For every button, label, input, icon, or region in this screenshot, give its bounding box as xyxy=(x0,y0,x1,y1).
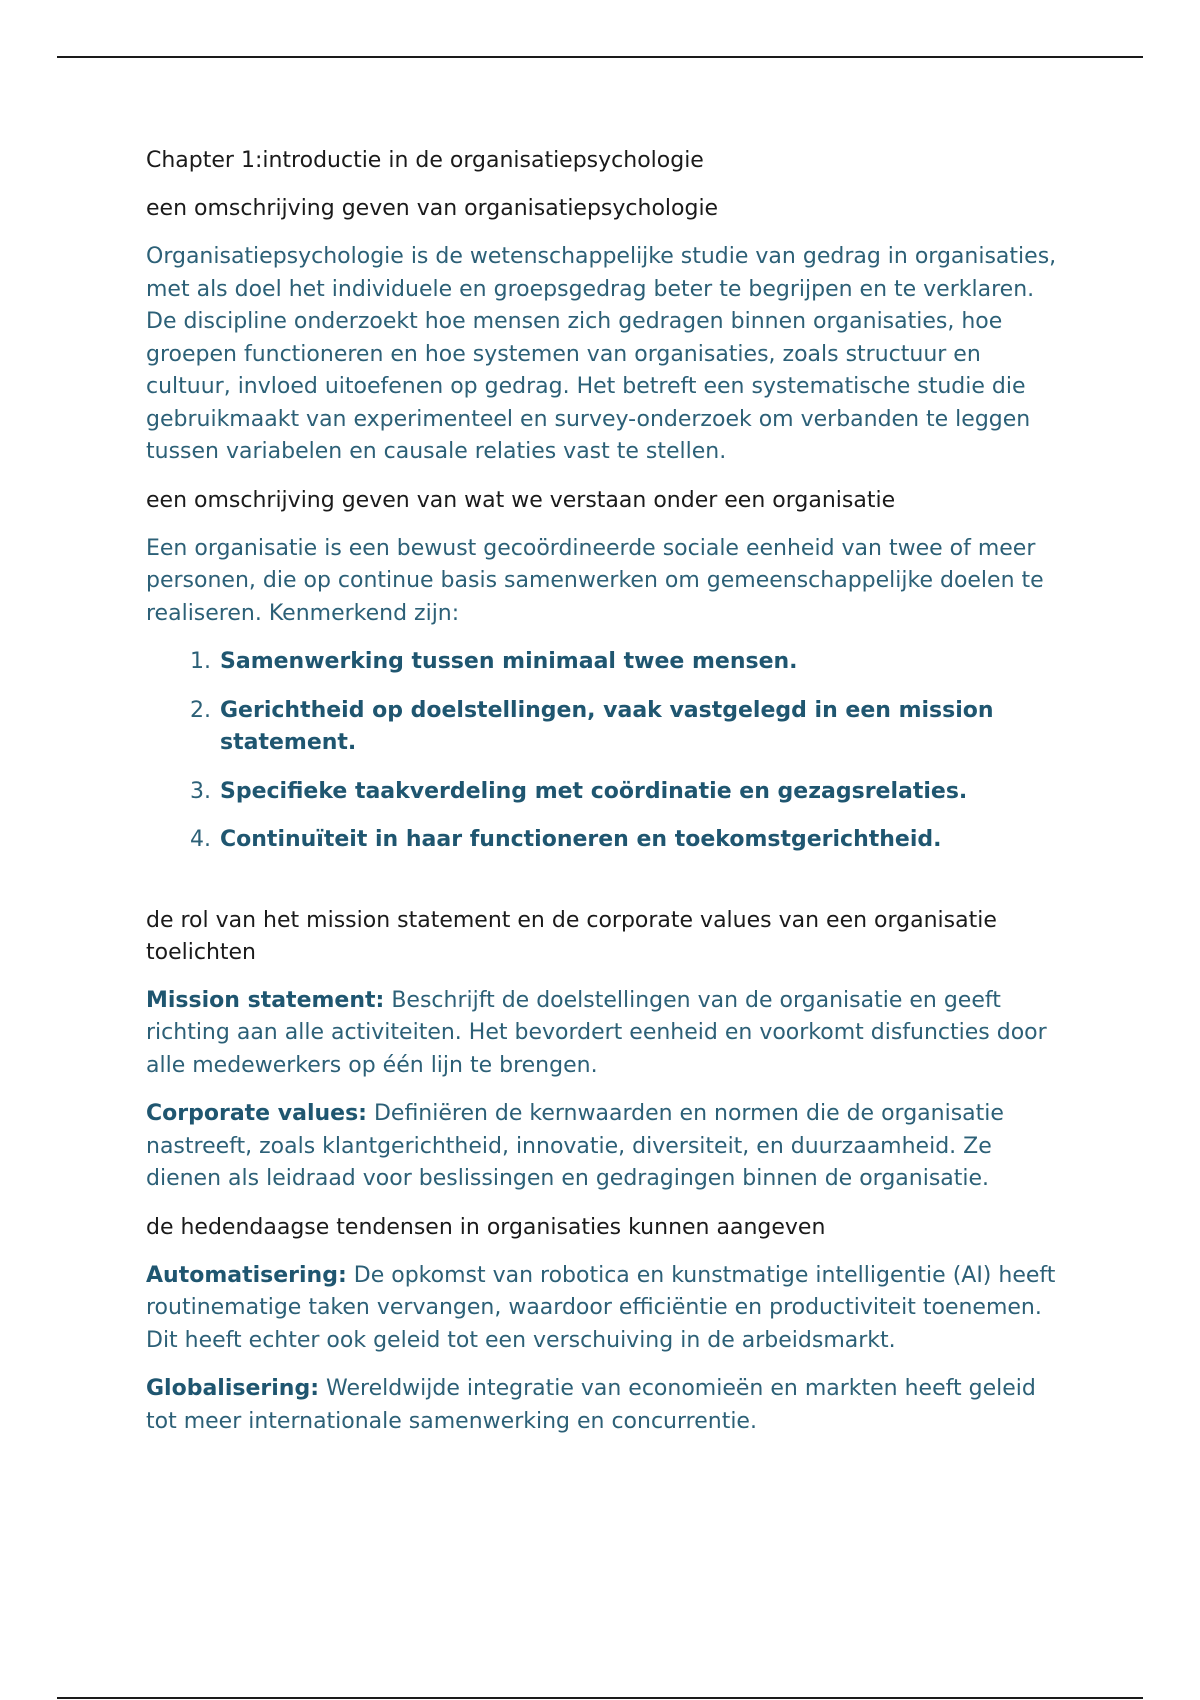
paragraph-mission-statement xyxy=(146,985,1066,1083)
term-globalisering: Globalisering: xyxy=(146,1376,320,1401)
section-heading-organisation: een omschrijving geven van wat we verstaan onder een organisatie xyxy=(146,487,896,513)
list-item: 1. Samenwerking tussen minimaal twee mensen. xyxy=(218,646,1066,679)
section-heading-definition: een omschrijving geven van organisatiepsychologie xyxy=(146,196,719,221)
text-mission-statement: Beschrijft de doelstellingen van de organisatie en geeft richting aan alle activiteiten. Het bevordert eenheid en voorkomt disfuncties door alle medewerkers op één lijn te brengen. xyxy=(146,987,1047,1078)
term-corporate-values: Corporate values: xyxy=(146,1101,367,1126)
paragraph-globalisering xyxy=(146,1373,1066,1438)
document-body xyxy=(146,145,1066,1454)
section-heading-mission: de rol van het mission statement en de corporate values van een organisatie toelichten xyxy=(146,907,997,965)
organisation-characteristics-list xyxy=(146,646,1066,857)
list-item: 2. Gerichtheid op doelstellingen, vaak vastgelegd in een mission statement. xyxy=(218,695,1066,760)
chapter-title: Chapter 1:introductie in de organisatiepsychologie xyxy=(146,148,704,173)
text-automatisering: De opkomst van robotica en kunstmatige intelligentie (AI) heeft routinematige taken vervangen, waardoor efficiëntie en productiviteit toenemen. Dit heeft echter ook geleid tot een verschuiving in de arbeidsmarkt. xyxy=(146,1262,1056,1353)
paragraph-corporate-values xyxy=(146,1098,1066,1196)
paragraph-automatisering xyxy=(146,1260,1066,1358)
bottom-rule xyxy=(57,1697,1143,1699)
section-body-definition: Organisatiepsychologie is de wetenschappelijke studie van gedrag in organisaties, met als doel het individuele en groepsgedrag beter te begrijpen en te verklaren. De discipline onderzoekt hoe mensen zich gedragen binnen organisaties, hoe groepen functioneren en hoe systemen van organisaties, zoals structuur en cultuur, invloed uitoefenen op gedrag. Het betreft een systematische studie die gebruikmaakt van experimenteel en survey-onderzoek om verbanden te leggen tussen variabelen en causale relaties vast te stellen. xyxy=(146,244,1057,464)
text-globalisering: Wereldwijde integratie van economieën en markten heeft geleid tot meer internationale samenwerking en concurrentie. xyxy=(146,1376,1036,1434)
text-corporate-values: Definiëren de kernwaarden en normen die de organisatie nastreeft, zoals klantgerichtheid, innovatie, diversiteit, en duurzaamheid. Ze dienen als leidraad voor beslissingen en gedragingen binnen de organisatie. xyxy=(146,1101,1004,1191)
top-rule xyxy=(57,56,1143,58)
term-mission-statement: Mission statement: xyxy=(146,987,385,1013)
section-heading-trends: de hedendaagse tendensen in organisaties kunnen aangeven xyxy=(146,1214,826,1240)
term-automatisering: Automatisering: xyxy=(146,1262,347,1288)
list-item: 4. Continuïteit in haar functioneren en toekomstgerichtheid. xyxy=(218,824,1066,857)
list-item: 3. Specifieke taakverdeling met coördinatie en gezagsrelaties. xyxy=(218,776,1066,809)
section-body-organisation: Een organisatie is een bewust gecoördineerde sociale eenheid van twee of meer personen, die op continue basis samenwerken om gemeenschappelijke doelen te realiseren. Kenmerkend zijn: xyxy=(146,535,1044,626)
